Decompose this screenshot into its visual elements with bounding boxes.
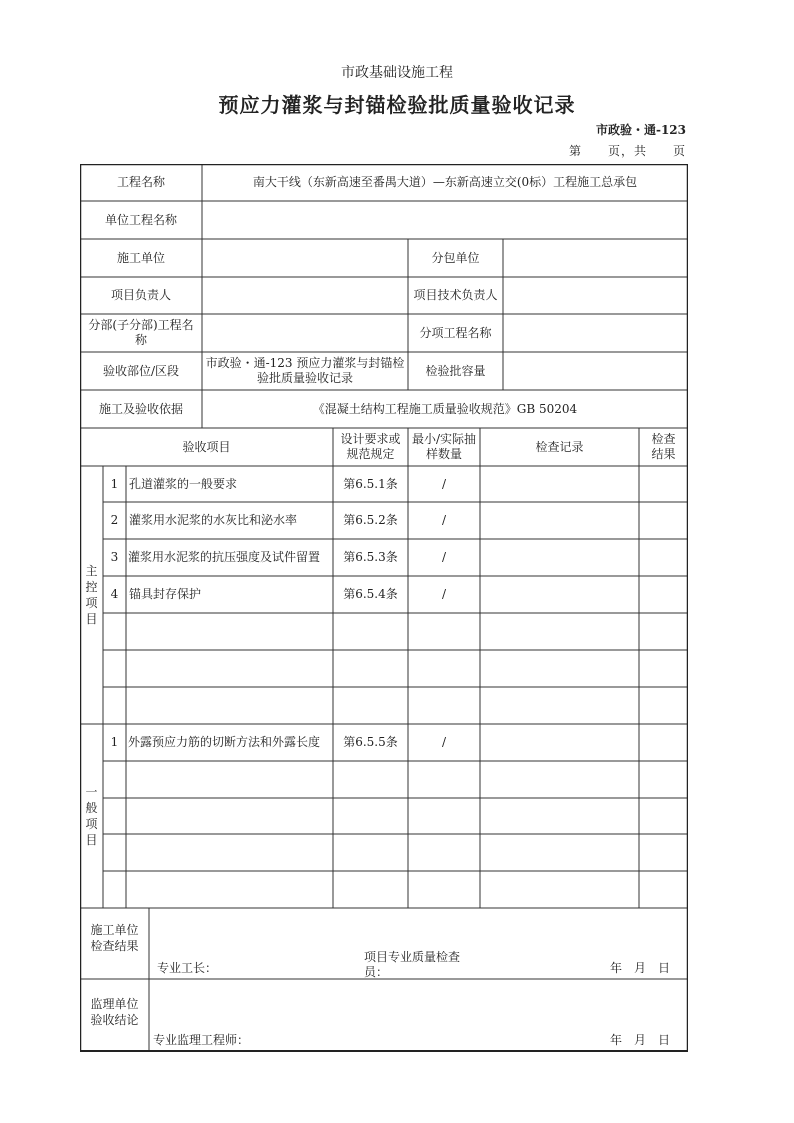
main-row-1-sample[interactable]: /	[441, 476, 447, 491]
construction-date[interactable]: 年 月 日	[610, 961, 671, 975]
location-label: 验收部位/区段	[102, 363, 180, 378]
subdivision-value[interactable]	[202, 314, 408, 352]
subcontract-label: 分包单位	[431, 250, 480, 265]
main-row-1-no: 1	[110, 476, 119, 491]
basis-value: 《混凝土结构工程施工质量验收规范》GB 50204	[312, 401, 578, 416]
main-row-4-no: 4	[110, 587, 119, 601]
main-row-4-sample[interactable]: /	[441, 587, 447, 601]
inspection-form	[80, 164, 688, 1052]
general-row-1-spec: 第6.5.5条	[343, 735, 398, 749]
main-row-4-item: 锚具封存保护	[129, 587, 202, 601]
unit-project-value[interactable]	[202, 201, 688, 239]
supervision-date[interactable]: 年 月 日	[610, 1033, 671, 1047]
subdivision-label: 分部(子分部)工程名称	[88, 318, 194, 347]
main-row-3-item: 灌浆用水泥浆的抗压强度及试件留置	[128, 550, 321, 564]
project-name-value[interactable]: 南大干线（东新高速至番禺大道）—东新高速立交(0标）工程施工总承包	[252, 175, 638, 189]
general-row-1-item: 外露预应力筋的切断方法和外露长度	[128, 735, 321, 749]
column-header-sample: 最小/实际抽样数量	[411, 432, 477, 461]
construction-check-label: 施工单位检查结果	[90, 922, 139, 953]
construction-unit-label: 施工单位	[116, 250, 165, 265]
supervision-label: 监理单位验收结论	[90, 996, 139, 1027]
general-label: 一般项目	[85, 785, 98, 847]
project-manager-value[interactable]	[202, 277, 408, 314]
subitem-value[interactable]	[503, 314, 688, 352]
subitem-label: 分项工程名称	[419, 325, 492, 340]
foreman-label: 专业工长：	[157, 961, 218, 975]
main-row-3-sample[interactable]: /	[441, 550, 447, 564]
main-row-2-sample[interactable]: /	[441, 513, 447, 527]
form-code: 市政验・通-123	[595, 123, 686, 137]
main-row-2-item: 灌浆用水泥浆的水灰比和泌水率	[129, 513, 298, 527]
column-header-design: 设计要求或规范规定	[340, 432, 401, 461]
document-title: 预应力灌浆与封锚检验批质量验收记录	[218, 93, 576, 117]
basis-label: 施工及验收依据	[98, 401, 183, 416]
column-header-record: 检查记录	[535, 439, 584, 454]
page-number: 第 页，共 页	[568, 144, 686, 158]
main-row-1-item: 孔道灌浆的一般要求	[129, 476, 238, 491]
tech-manager-value[interactable]	[503, 277, 688, 314]
main-row-1-record[interactable]	[480, 466, 639, 502]
main-row-2-spec: 第6.5.2条	[343, 513, 398, 527]
unit-project-label: 单位工程名称	[104, 212, 177, 227]
location-value[interactable]: 市政验・通-123 预应力灌浆与封锚检验批质量验收记录	[205, 356, 405, 385]
supervision-engineer-label: 专业监理工程师：	[153, 1033, 250, 1047]
tech-manager-label: 项目技术负责人	[413, 288, 498, 302]
main-row-1-spec: 第6.5.1条	[343, 476, 398, 491]
capacity-label: 检验批容量	[425, 363, 486, 378]
capacity-value[interactable]	[503, 352, 688, 390]
main-row-2-no: 2	[110, 513, 119, 527]
main-row-3-no: 3	[110, 550, 119, 564]
document-supertitle: 市政基础设施工程	[341, 65, 453, 81]
project-name-label: 工程名称	[116, 175, 165, 189]
subcontract-value[interactable]	[503, 239, 688, 277]
general-row-1-no: 1	[110, 735, 119, 749]
main-control-label: 主控项目	[85, 564, 98, 626]
inspector-label: 项目专业质量检查员：	[364, 950, 461, 979]
general-row-1-sample[interactable]: /	[441, 735, 447, 749]
main-row-4-spec: 第6.5.4条	[343, 587, 398, 601]
main-row-1-result[interactable]	[639, 466, 688, 502]
column-header-item: 验收项目	[182, 439, 231, 454]
main-row-3-spec: 第6.5.3条	[343, 550, 398, 564]
project-manager-label: 项目负责人	[110, 288, 171, 302]
column-header-result: 检查结果	[651, 432, 676, 461]
construction-unit-value[interactable]	[202, 239, 408, 277]
